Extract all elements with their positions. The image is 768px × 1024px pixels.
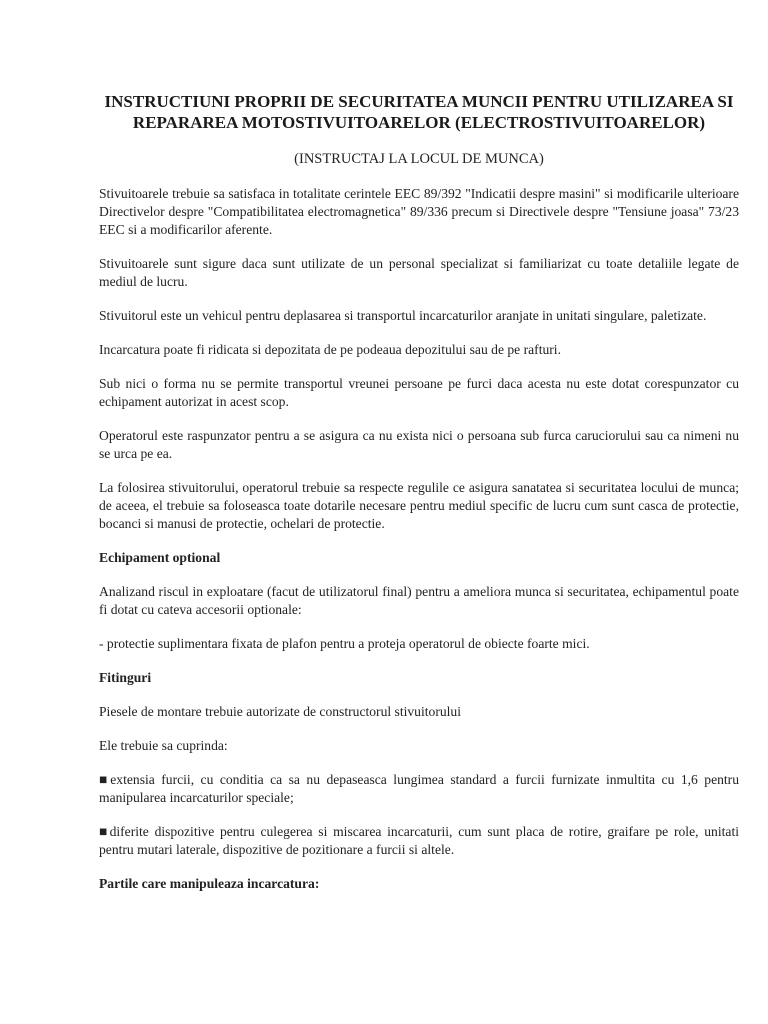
paragraph: Incarcatura poate fi ridicata si depozitata de pe podeaua depozitului sau de pe rafturi. (99, 342, 561, 357)
document-title: INSTRUCTIUNI PROPRII DE SECURITATEA MUNCII PENTRU UTILIZAREA SI REPARAREA MOTOSTIVUITOARELOR (ELECTROSTIVUITOARELOR) (104, 92, 734, 132)
paragraph: Ele trebuie sa cuprinda: (99, 738, 228, 753)
section-heading-fittings: Fitinguri (99, 670, 152, 685)
paragraph: Stivuitoarele trebuie sa satisfaca in totalitate cerintele EEC 89/392 "Indicatii despre masini" si modificarile ulterioare Directivelor despre "Compatibilitatea electromagnetica" 89/336 precum si Directivele despre "Tensiune joasa" 73/23 EEC si a modificarilor aferente. (99, 186, 739, 237)
section-heading-load-handling-parts: Partile care manipuleaza incarcatura: (99, 876, 320, 891)
document-page (99, 91, 739, 893)
paragraph: Piesele de montare trebuie autorizate de constructorul stivuitorului (99, 704, 462, 719)
paragraph: Stivuitoarele sunt sigure daca sunt utilizate de un personal specializat si familiarizat cu toate detaliile legate de mediul de lucru. (99, 256, 739, 289)
bullet-paragraph: ■extensia furcii, cu conditia ca sa nu depaseasca lungimea standard a furcii furnizate inmultita cu 1,6 pentru manipularea incarcaturilor speciale; (99, 772, 739, 805)
paragraph: - protectie suplimentara fixata de plafon pentru a proteja operatorul de obiecte foarte mici. (99, 636, 590, 651)
paragraph: La folosirea stivuitorului, operatorul trebuie sa respecte regulile ce asigura sanatatea si securitatea locului de munca; de aceea, el trebuie sa foloseasca toate dotarile necesare pentru mediul specific de lucru cum sunt casca de protectie, bocanci si manusi de protectie, ochelari de protectie. (99, 480, 739, 531)
section-heading-optional-equipment: Echipament optional (99, 550, 221, 565)
paragraph: Sub nici o forma nu se permite transportul vreunei persoane pe furci daca acesta nu este dotat corespunzator cu echipament autorizat in acest scop. (99, 376, 739, 409)
paragraph: Operatorul este raspunzator pentru a se asigura ca nu exista nici o persoana sub furca caruciorului sau ca nimeni nu se urca pe ea. (99, 428, 739, 461)
paragraph: Stivuitorul este un vehicul pentru deplasarea si transportul incarcaturilor aranjate in unitati singulare, paletizate. (99, 308, 707, 323)
document-subtitle: (INSTRUCTAJ LA LOCUL DE MUNCA) (294, 151, 544, 167)
paragraph: Analizand riscul in exploatare (facut de utilizatorul final) pentru a ameliora munca si securitatea, echipamentul poate fi dotat cu cateva accesorii optionale: (99, 584, 739, 617)
bullet-paragraph: ■diferite dispozitive pentru culegerea si miscarea incarcaturii, cum sunt placa de rotire, graifare pe role, unitati pentru mutari laterale, dispozitive de pozitionare a furcii si altele. (99, 824, 739, 857)
